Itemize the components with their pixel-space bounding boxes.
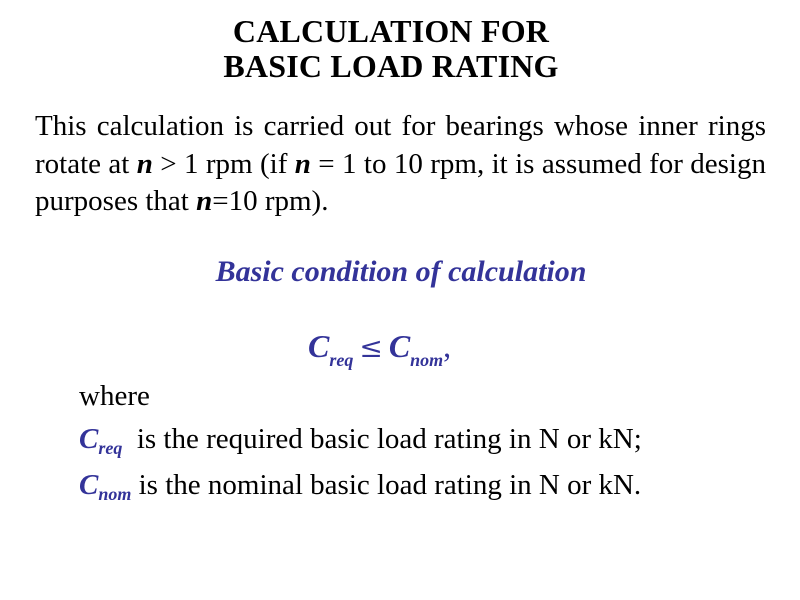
formula-rhs-symbol: C: [388, 328, 411, 364]
less-equal-operator: ≤: [359, 331, 383, 364]
definitions-block: [79, 375, 789, 510]
formula-lhs-subscript: req: [329, 350, 354, 370]
definition-symbol-subscript: nom: [98, 484, 132, 504]
rotation-speed-variable: n: [196, 185, 213, 217]
definition-symbol-subscript: req: [98, 438, 123, 458]
definition-item: [79, 418, 789, 464]
definition-symbol: [79, 423, 123, 458]
definition-symbol: [79, 469, 132, 504]
definition-text: is the nominal basic load rating in N or kN.: [131, 469, 642, 501]
where-label: where: [79, 380, 150, 412]
slide-title-line-2: BASIC LOAD RATING: [223, 48, 559, 84]
slide-title-line-1: CALCULATION FOR: [232, 13, 550, 49]
section-heading: Basic condition of calculation: [215, 255, 587, 288]
intro-paragraph: [35, 108, 766, 221]
intro-text-part-3: = 1 to 10 rpm, it is assumed for design purposes that: [35, 147, 766, 217]
slide-title: [0, 14, 782, 84]
definition-item: [79, 464, 789, 510]
rotation-speed-variable: n: [294, 147, 311, 180]
formula-rhs-subscript: nom: [410, 350, 444, 370]
definition-symbol-letter: C: [79, 423, 99, 455]
intro-text-part-2: > 1 rpm (if: [152, 147, 295, 180]
formula-lhs-symbol: C: [308, 328, 330, 364]
intro-text-part-1: This calculation is carried out for bearings whose inner rings rotate at: [35, 110, 766, 180]
condition-formula: [308, 326, 451, 371]
definition-text: is the required basic load rating in N or kN;: [122, 423, 642, 455]
formula-trailing-comma: ,: [443, 328, 452, 364]
definition-symbol-letter: C: [79, 469, 99, 501]
intro-text-part-4: =10 rpm).: [212, 185, 329, 217]
rotation-speed-variable: n: [136, 147, 153, 180]
